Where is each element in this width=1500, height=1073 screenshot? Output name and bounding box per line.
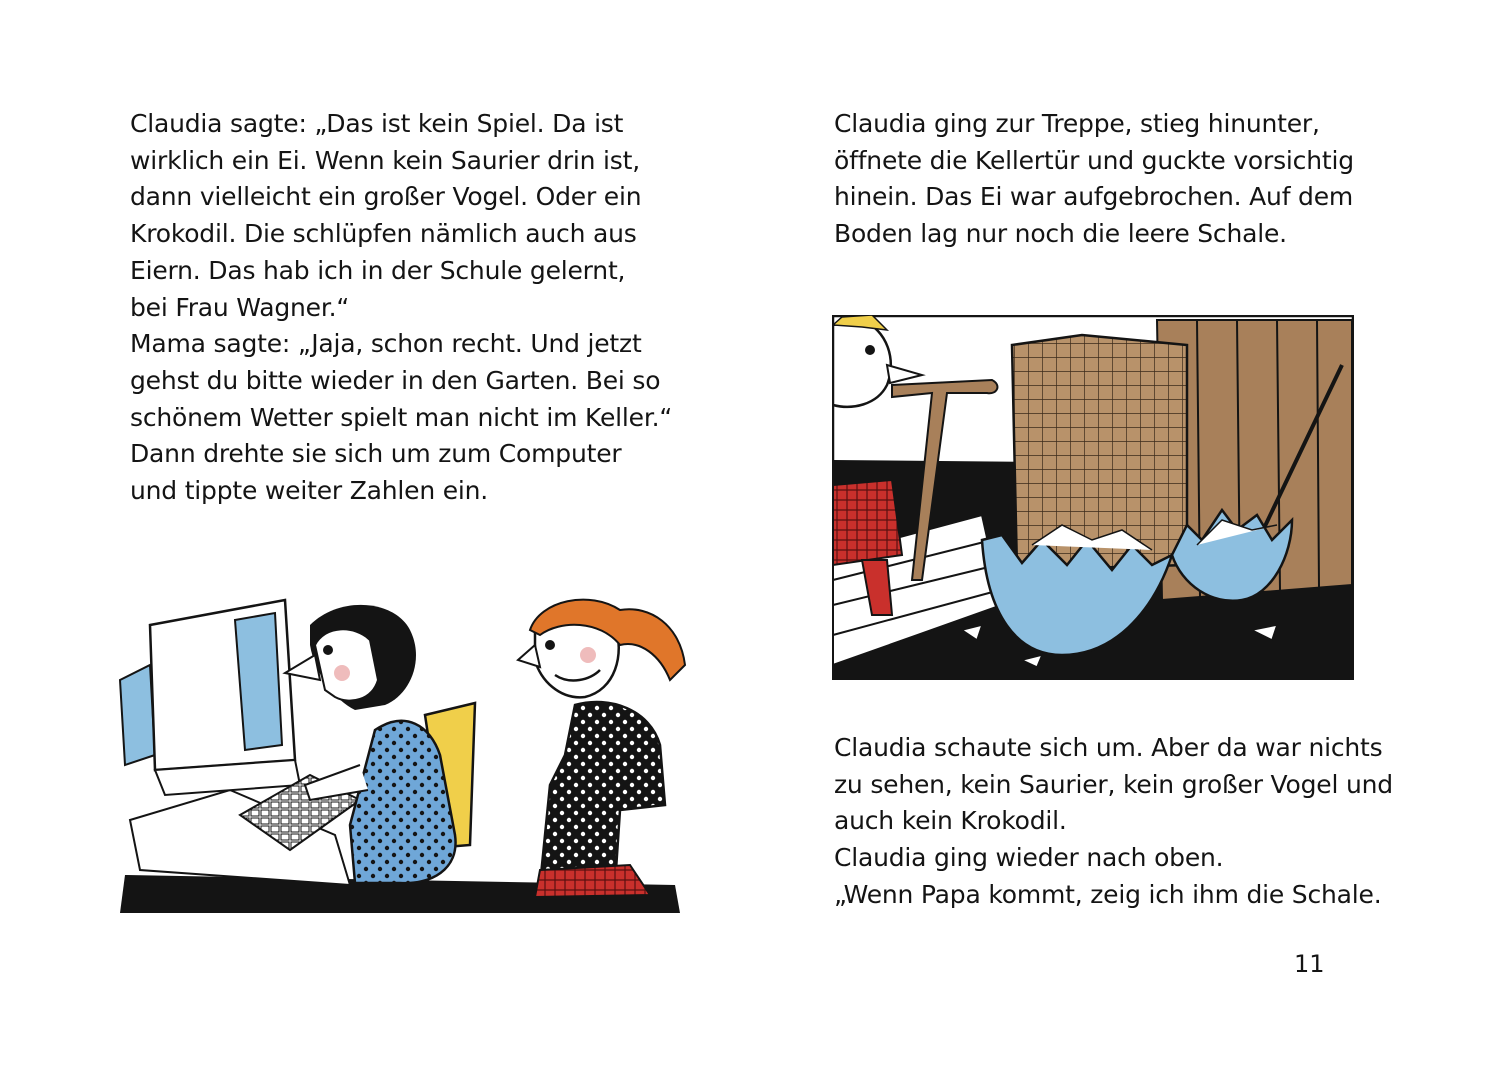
text-line: öffnete die Kellertür und guckte vorsichtig: [834, 145, 1354, 175]
text-line: Claudia ging zur Treppe, stieg hinunter,: [834, 109, 1320, 138]
text-line: bei Frau Wagner.“: [130, 292, 350, 322]
text-line: Claudia schaute sich um. Aber da war nichts: [834, 733, 1383, 762]
text-line: Claudia sagte: „Das ist kein Spiel. Da ist: [130, 109, 624, 138]
text-line: Claudia ging wieder nach oben.: [834, 843, 1224, 873]
left-paragraph: [130, 106, 672, 510]
text-line: Dann drehte sie sich um zum Computer: [130, 439, 622, 469]
text-line: gehst du bitte wieder in den Garten. Bei so: [130, 365, 661, 395]
text-line: Boden lag nur noch die leere Schale.: [834, 219, 1287, 249]
text-line: dann vielleicht ein großer Vogel. Oder ein: [130, 182, 642, 212]
text-line: wirklich ein Ei. Wenn kein Saurier drin ist,: [130, 145, 640, 175]
text-line: schönem Wetter spielt man nicht im Keller.“: [130, 402, 673, 432]
text-line: Krokodil. Die schlüpfen nämlich auch aus: [130, 219, 637, 249]
text-line: hinein. Das Ei war aufgebrochen. Auf dem: [834, 182, 1354, 212]
right-top-paragraph: [834, 106, 1354, 253]
cellar-egg-illustration: [832, 315, 1354, 680]
text-line: und tippte weiter Zahlen ein.: [130, 476, 489, 506]
right-bottom-paragraph: [834, 730, 1393, 914]
text-line: auch kein Krokodil.: [834, 806, 1067, 836]
computer-scene-illustration: [110, 585, 690, 915]
text-line: Eiern. Das hab ich in der Schule gelernt,: [130, 255, 626, 285]
text-line: Mama sagte: „Jaja, schon recht. Und jetzt: [130, 329, 642, 359]
text-line: zu sehen, kein Saurier, kein großer Vogel und: [834, 769, 1393, 799]
text-line: „Wenn Papa kommt, zeig ich ihm die Schale.: [834, 879, 1382, 909]
page-number: 11: [1294, 950, 1325, 978]
